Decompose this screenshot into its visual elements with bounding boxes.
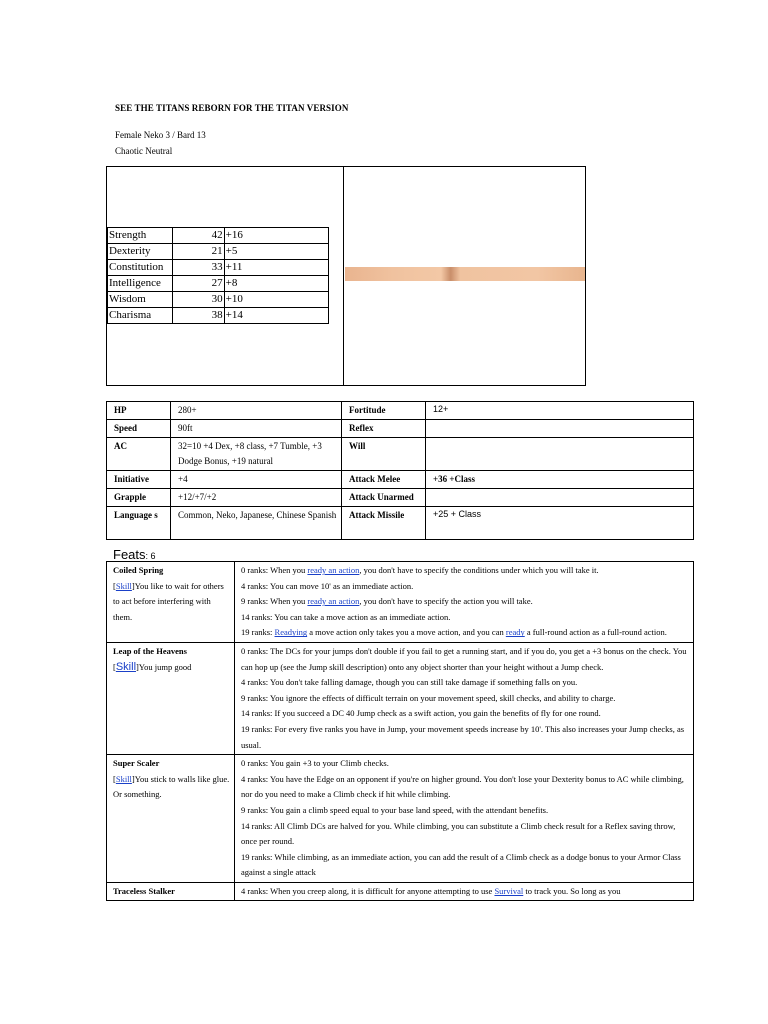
feat-name-cell xyxy=(107,642,235,754)
feat-description: [Skill]You like to wait for others to act before interfering with them. xyxy=(113,580,224,622)
portrait-box xyxy=(106,166,586,386)
missile-value: +25 + Class xyxy=(426,507,694,540)
rank-text: 0 ranks: You gain +3 to your Climb checks. xyxy=(241,758,389,769)
rank-text: 19 ranks: xyxy=(241,627,275,638)
rank-line xyxy=(241,675,689,691)
feat-row xyxy=(107,755,694,883)
rank-text: 4 ranks: When you creep along, it is difficult for anyone attempting to use xyxy=(241,885,495,896)
fortitude-label: Fortitude xyxy=(342,402,426,420)
ability-mod: +10 xyxy=(224,292,328,308)
rank-text: to track you. So long as you xyxy=(523,885,621,896)
rank-line xyxy=(241,644,689,675)
rank-line xyxy=(241,756,689,772)
feat-name: Leap of the Heavens xyxy=(113,645,187,656)
rank-text: 0 ranks: The DCs for your jumps don't double if you fail to get a running start, and if you do, you get a +3 bonus on the check. You can hop up (see the Jump skill description) onto any object shorter than your height without a Jump check. xyxy=(241,645,687,672)
feat-ranks-cell xyxy=(235,562,694,643)
rank-text: , you don't have to specify the action you will take. xyxy=(359,596,533,607)
alignment: Chaotic Neutral xyxy=(115,146,173,156)
rank-text: a full-round action as a full-round action. xyxy=(524,627,667,638)
skill-link[interactable]: Skill xyxy=(115,773,132,784)
rank-line xyxy=(241,625,689,641)
speed-value: 90ft xyxy=(171,420,342,438)
grapple-value: +12/+7/+2 xyxy=(171,489,342,507)
rank-line xyxy=(241,610,689,626)
rules-link[interactable]: Readying xyxy=(274,627,308,638)
ability-name: Strength xyxy=(108,228,173,244)
ac-label: AC xyxy=(107,438,171,471)
ability-table xyxy=(107,227,329,324)
ability-mod: +14 xyxy=(224,308,328,324)
skill-link[interactable]: Skill xyxy=(115,660,137,673)
rank-line xyxy=(241,706,689,722)
ac-value: 32=10 +4 Dex, +8 class, +7 Tumble, +3 Dodge Bonus, +19 natural xyxy=(171,438,342,471)
rank-line xyxy=(241,722,689,753)
rank-line xyxy=(241,691,689,707)
ability-mod: +5 xyxy=(224,244,328,260)
rank-line xyxy=(241,884,689,900)
languages-label: Language s xyxy=(107,507,171,540)
rules-link[interactable]: Survival xyxy=(494,885,524,896)
ability-row xyxy=(108,244,329,260)
rank-text: a move action only takes you a move action, and you can xyxy=(307,627,506,638)
hp-value: 280+ xyxy=(171,402,342,420)
portrait-image xyxy=(345,267,585,281)
feats-table xyxy=(106,561,694,901)
feat-description: [Skill]You stick to walls like glue. Or something. xyxy=(113,773,230,800)
ability-row xyxy=(108,292,329,308)
feat-desc-text: You stick to walls like glue. Or something. xyxy=(113,773,230,800)
rank-text: 14 ranks: If you succeed a DC 40 Jump check as a swift action, you gain the benefits of fly for one round. xyxy=(241,708,601,719)
fortitude-value: 12+ xyxy=(426,402,694,420)
feat-ranks-cell xyxy=(235,755,694,883)
stats-table xyxy=(106,401,694,540)
page-title: SEE THE TITANS REBORN FOR THE TITAN VERSION xyxy=(115,103,349,113)
feat-name: Traceless Stalker xyxy=(113,885,175,896)
class-line: Female Neko 3 / Bard 13 xyxy=(115,130,206,140)
rank-text: 4 ranks: You don't take falling damage, though you can still take damage if something falls on you. xyxy=(241,677,578,688)
ability-name: Dexterity xyxy=(108,244,173,260)
rank-text: 14 ranks: You can take a move action as an immediate action. xyxy=(241,611,451,622)
ability-row xyxy=(108,228,329,244)
feat-ranks-cell xyxy=(235,642,694,754)
will-value xyxy=(426,438,694,471)
reflex-value xyxy=(426,420,694,438)
feats-count: : 6 xyxy=(145,551,156,561)
melee-label: Attack Melee xyxy=(342,471,426,489)
rank-line xyxy=(241,803,689,819)
ability-name: Wisdom xyxy=(108,292,173,308)
ability-name: Intelligence xyxy=(108,276,173,292)
rules-link[interactable]: ready an action xyxy=(307,596,360,607)
rank-text: 19 ranks: While climbing, as an immediate action, you can add the result of a Climb check as a dodge bonus to your Armor Class against a single attack xyxy=(241,851,681,878)
speed-label: Speed xyxy=(107,420,171,438)
rank-text: 0 ranks: When you xyxy=(241,565,308,575)
missile-label: Attack Missile xyxy=(342,507,426,540)
feat-desc-text: You jump good xyxy=(138,661,192,672)
ability-row xyxy=(108,308,329,324)
rank-text: 14 ranks: All Climb DCs are halved for you. While climbing, you can substitute a Climb check result for a Reflex saving throw, once per round. xyxy=(241,820,676,847)
ability-score: 27 xyxy=(172,276,224,292)
rank-text: 19 ranks: For every five ranks you have in Jump, your movement speeds increase by 10'. This also increases your Jump checks, as usual. xyxy=(241,723,685,750)
ability-name: Charisma xyxy=(108,308,173,324)
grapple-label: Grapple xyxy=(107,489,171,507)
rank-line xyxy=(241,850,689,881)
ability-mod: +16 xyxy=(224,228,328,244)
unarmed-label: Attack Unarmed xyxy=(342,489,426,507)
ability-row xyxy=(108,260,329,276)
rank-line xyxy=(241,819,689,850)
feat-row xyxy=(107,882,694,901)
feat-ranks-cell xyxy=(235,882,694,901)
feat-name: Coiled Spring xyxy=(113,565,164,575)
feat-name: Super Scaler xyxy=(113,758,160,769)
ability-row xyxy=(108,276,329,292)
feats-heading xyxy=(113,547,156,562)
unarmed-value xyxy=(426,489,694,507)
feat-row xyxy=(107,562,694,643)
rank-text: 4 ranks: You can move 10' as an immediate action. xyxy=(241,580,414,591)
ability-mod: +11 xyxy=(224,260,328,276)
ability-score: 30 xyxy=(172,292,224,308)
feat-desc-text: You like to wait for others to act before interfering with them. xyxy=(113,580,224,622)
rank-line xyxy=(241,579,689,595)
feat-row xyxy=(107,642,694,754)
feat-name-cell xyxy=(107,882,235,901)
ability-score: 21 xyxy=(172,244,224,260)
rank-text: 9 ranks: You ignore the effects of difficult terrain on your movement speed, skill checks, and ability to charge. xyxy=(241,692,616,703)
ability-score: 33 xyxy=(172,260,224,276)
reflex-label: Reflex xyxy=(342,420,426,438)
ability-mod: +8 xyxy=(224,276,328,292)
rules-link[interactable]: ready xyxy=(505,627,525,638)
rank-line xyxy=(241,772,689,803)
rank-text: 9 ranks: When you xyxy=(241,596,308,607)
rank-line xyxy=(241,563,689,579)
hp-label: HP xyxy=(107,402,171,420)
feats-title: Feats xyxy=(113,547,146,562)
initiative-value: +4 xyxy=(171,471,342,489)
box-divider xyxy=(343,167,344,385)
skill-link[interactable]: Skill xyxy=(115,580,132,591)
rank-text: , you don't have to specify the conditions under which you will take it. xyxy=(359,565,599,575)
rank-text: 9 ranks: You gain a climb speed equal to your base land speed, with the attendant benefits. xyxy=(241,804,549,815)
ability-score: 42 xyxy=(172,228,224,244)
feat-name-cell xyxy=(107,562,235,643)
feat-description: [Skill]You jump good xyxy=(113,660,192,673)
will-label: Will xyxy=(342,438,426,471)
ability-name: Constitution xyxy=(108,260,173,276)
rank-line xyxy=(241,594,689,610)
melee-value: +36 +Class xyxy=(426,471,694,489)
feat-name-cell xyxy=(107,755,235,883)
rules-link[interactable]: ready an action xyxy=(307,565,360,575)
initiative-label: Initiative xyxy=(107,471,171,489)
ability-score: 38 xyxy=(172,308,224,324)
languages-value: Common, Neko, Japanese, Chinese Spanish xyxy=(171,507,342,540)
rank-text: 4 ranks: You have the Edge on an opponent if you're on higher ground. You don't lose your Dexterity bonus to AC while climbing, nor do you need to make a Climb check if hit while climbing. xyxy=(241,773,684,800)
